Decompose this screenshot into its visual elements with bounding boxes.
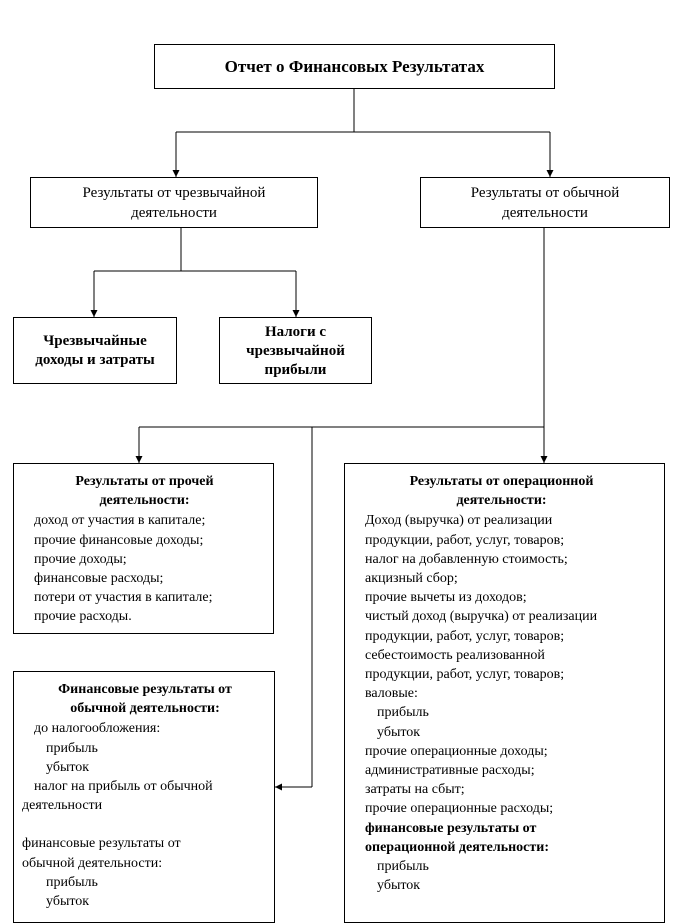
list-item: налог на добавленную стоимость; [365,551,568,567]
extraordinary-income-box [13,317,177,384]
list-item: прибыль [377,859,429,875]
list-item: административные расходы; [365,763,535,779]
ordinary-title: Результаты от обычной деятельности [470,184,620,221]
list-item: акцизный сбор; [365,571,458,587]
extraordinary-taxes-box [219,317,372,384]
list-item: потери от участия в капитале; [34,590,213,606]
list-item: убыток [377,724,421,740]
list-item: налог на прибыль от обычной [34,779,213,795]
extraordinary-income-label: Чрезвычайные доходы и затраты [35,332,155,368]
list-item: операционной деятельности: [365,839,550,855]
other-activity-title: Результаты от прочей деятельности: [75,474,214,509]
extraordinary-title: Результаты от чрезвычайной деятельности [82,184,266,221]
list-item: Доход (выручка) от реализации [365,513,553,529]
root-title: Отчет о Финансовых Результатах [224,56,485,76]
list-item: финансовые результаты от [22,836,181,852]
list-item: прочие расходы. [34,609,132,625]
list-item: финансовые результаты от [365,820,537,836]
list-item: прочие финансовые доходы; [34,532,204,548]
list-item: убыток [46,894,90,910]
list-item: финансовые расходы; [34,571,164,587]
list-item: прочие операционные расходы; [365,801,554,817]
list-item: доход от участия в капитале; [34,513,206,529]
ordinary-box [420,177,670,228]
extraordinary-taxes-label: Налоги с чрезвычайной прибыли [246,324,345,378]
list-item: прочие доходы; [34,551,127,567]
list-item: до налогообложения: [34,721,161,737]
list-item: прибыль [377,705,429,721]
list-item: продукции, работ, услуг, товаров; [365,628,565,644]
other-activity-box [13,463,274,634]
list-item: убыток [377,878,421,894]
list-item: валовые: [365,686,418,702]
list-item: прочие вычеты из доходов; [365,590,527,606]
financial-box [13,671,275,923]
list-spacer [22,815,268,834]
list-item: себестоимость реализованной [365,647,545,663]
operational-title: Результаты от операционной деятельности: [409,474,594,509]
list-item: убыток [46,759,90,775]
list-item: прибыль [46,874,98,890]
list-item: продукции, работ, услуг, товаров; [365,532,565,548]
list-item: обычной деятельности: [22,855,163,871]
list-item: чистый доход (выручка) от реализации [365,609,598,625]
extraordinary-box [30,177,318,228]
list-item: деятельности [22,798,103,814]
root-box [154,44,555,89]
operational-box [344,463,665,923]
list-item: прочие операционные доходы; [365,743,548,759]
list-item: продукции, работ, услуг, товаров; [365,667,565,683]
financial-title: Финансовые результаты от обычной деятельности: [58,682,232,717]
list-item: затраты на сбыт; [365,782,465,798]
list-item: прибыль [46,740,98,756]
